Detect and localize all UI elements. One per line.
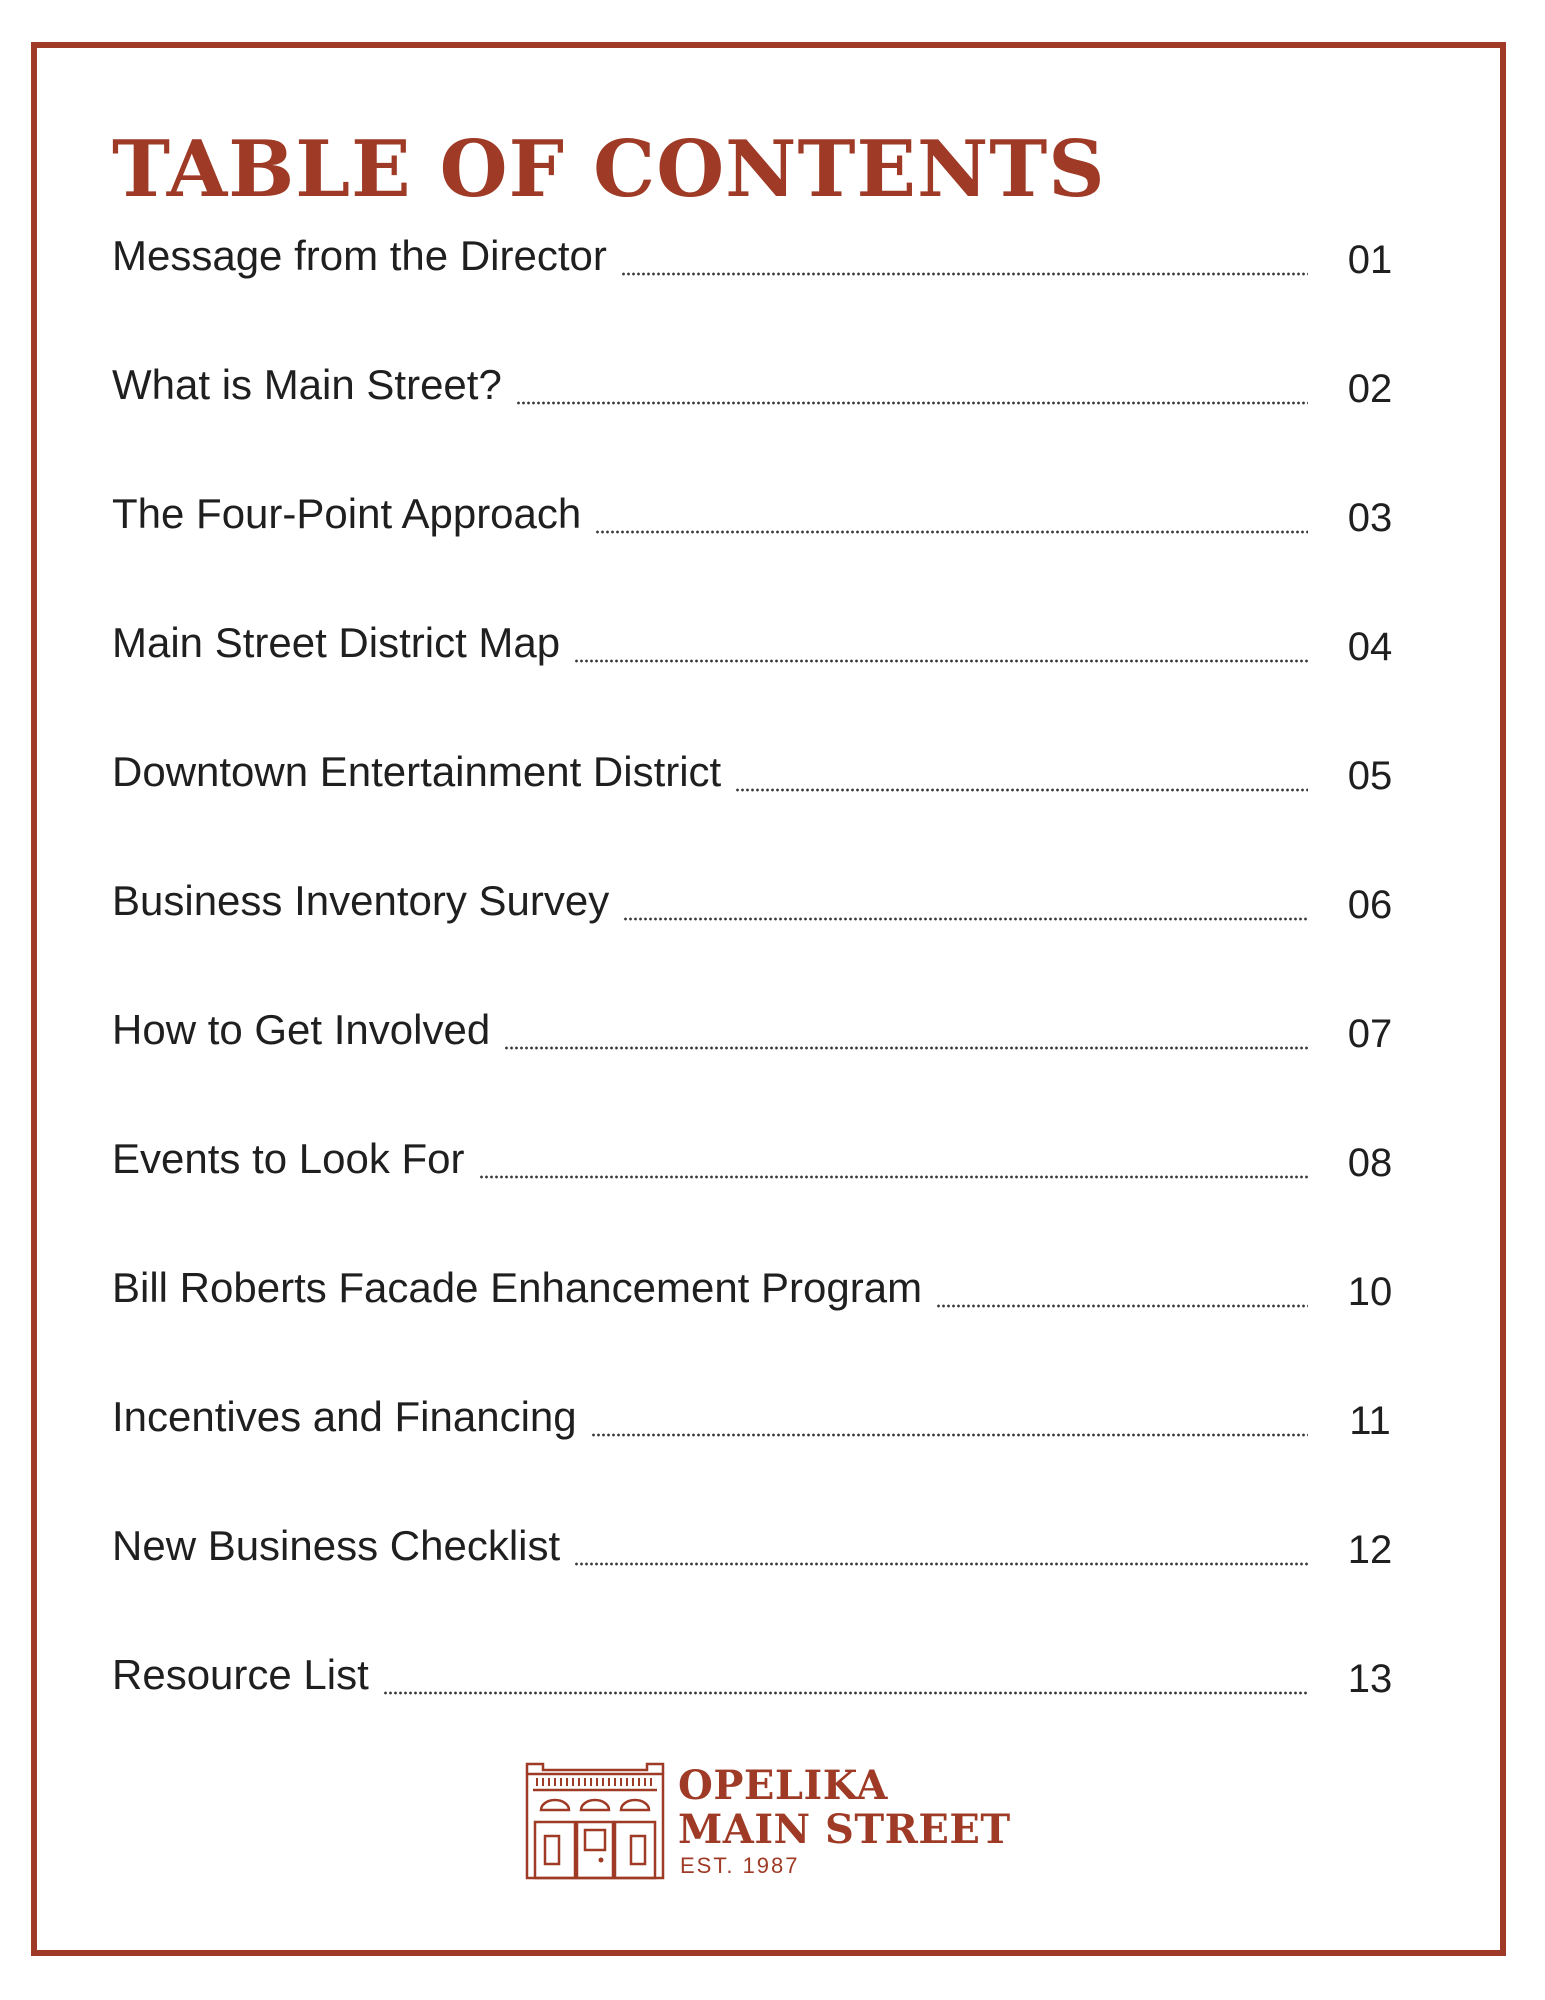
dot-leader — [504, 1046, 1308, 1050]
toc-entry[interactable] — [112, 220, 1400, 349]
logo-established: EST. 1987 — [680, 1853, 800, 1878]
toc-page-number: 12 — [1347, 1528, 1393, 1572]
toc-page-number: 07 — [1347, 1012, 1393, 1056]
toc-page-number: 13 — [1347, 1657, 1393, 1701]
toc-entry[interactable] — [112, 349, 1400, 478]
toc-entry-label: Downtown Entertainment District — [112, 748, 722, 795]
toc-page-number: 01 — [1347, 238, 1393, 282]
toc-entry-label: What is Main Street? — [112, 361, 502, 408]
dot-leader — [516, 401, 1308, 405]
toc-entry[interactable] — [112, 478, 1400, 607]
toc-page-number: 10 — [1347, 1270, 1393, 1314]
toc-page-number: 02 — [1347, 367, 1393, 411]
toc-entry[interactable] — [112, 1639, 1400, 1768]
toc-entry-label: The Four-Point Approach — [112, 490, 582, 537]
toc-entry[interactable] — [112, 1510, 1400, 1639]
table-of-contents — [112, 220, 1400, 1768]
toc-page-number: 11 — [1349, 1399, 1391, 1443]
toc-entry[interactable] — [112, 994, 1400, 1123]
toc-entry[interactable] — [112, 736, 1400, 865]
dot-leader — [574, 1562, 1308, 1566]
toc-entry[interactable] — [112, 865, 1400, 994]
toc-entry-label: Main Street District Map — [112, 619, 561, 666]
dot-leader — [595, 530, 1308, 534]
toc-page-number: 03 — [1347, 496, 1393, 540]
dot-leader — [479, 1175, 1308, 1179]
toc-page-number: 05 — [1347, 754, 1393, 798]
toc-entry[interactable] — [112, 607, 1400, 736]
toc-entry-label: Bill Roberts Facade Enhancement Program — [112, 1264, 923, 1311]
dot-leader — [735, 788, 1308, 792]
toc-entry-label: New Business Checklist — [112, 1522, 561, 1569]
dot-leader — [621, 272, 1308, 276]
storefront-icon — [525, 1760, 665, 1880]
toc-entry-label: Events to Look For — [112, 1135, 465, 1182]
dot-leader — [591, 1433, 1308, 1437]
toc-page-number: 04 — [1347, 625, 1393, 669]
toc-entry-label: Business Inventory Survey — [112, 877, 610, 924]
page-title: TABLE OF CONTENTS — [112, 124, 1106, 215]
dot-leader — [383, 1691, 1308, 1695]
dot-leader — [623, 917, 1308, 921]
toc-entry[interactable] — [112, 1123, 1400, 1252]
toc-entry[interactable] — [112, 1381, 1400, 1510]
dot-leader — [574, 659, 1308, 663]
toc-page-number: 06 — [1347, 883, 1393, 927]
dot-leader — [936, 1304, 1308, 1308]
toc-entry-label: Message from the Director — [112, 232, 607, 279]
logo-text-opelika: OPELIKA — [678, 1762, 888, 1809]
toc-entry-label: Resource List — [112, 1651, 369, 1698]
toc-entry[interactable] — [112, 1252, 1400, 1381]
toc-page-number: 08 — [1347, 1141, 1393, 1185]
toc-entry-label: Incentives and Financing — [112, 1393, 577, 1440]
logo-text-main-street: MAIN STREET — [678, 1806, 1011, 1853]
opelika-main-street-logo — [525, 1760, 1025, 1880]
toc-entry-label: How to Get Involved — [112, 1006, 491, 1053]
